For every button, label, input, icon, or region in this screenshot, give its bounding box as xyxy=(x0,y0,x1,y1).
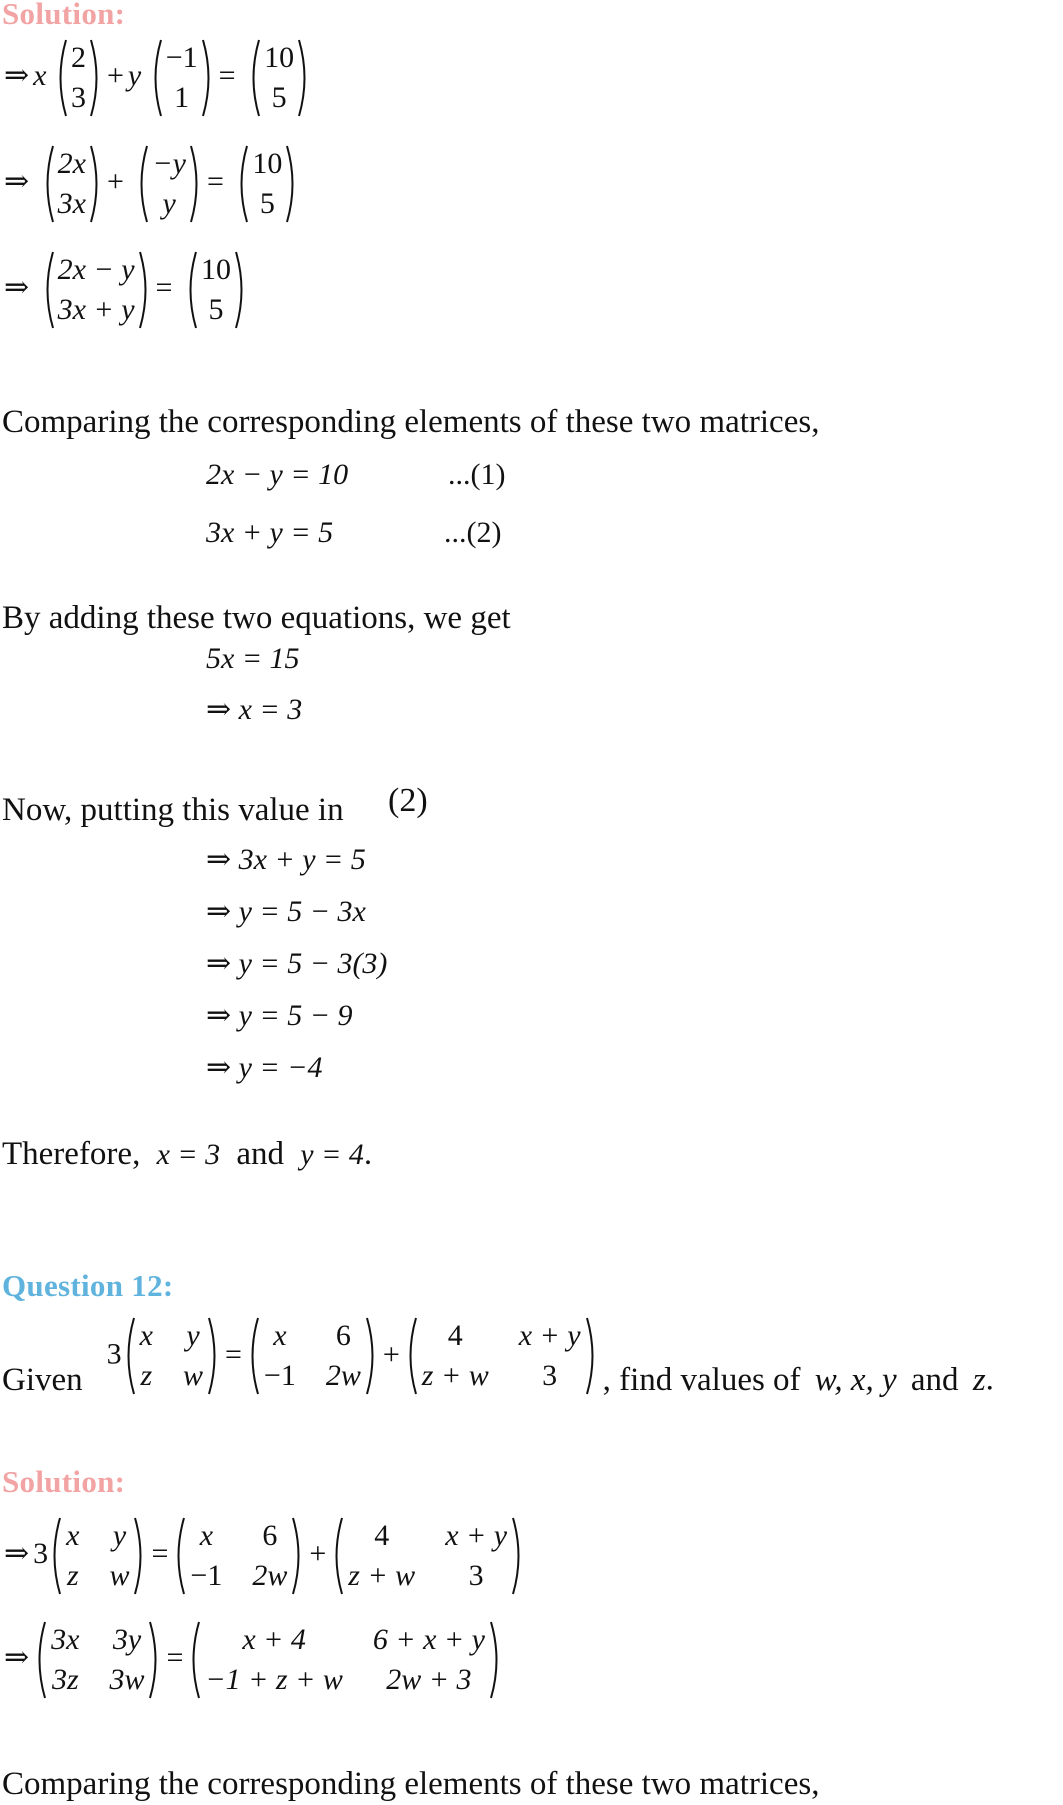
matrix-entry: 5 xyxy=(259,187,275,220)
question-suffix: , find values of xyxy=(602,1361,801,1398)
conclusion-prefix: Therefore, xyxy=(2,1136,141,1172)
implies-symbol: ⇒ xyxy=(4,58,30,92)
matrix-entry: 2 xyxy=(70,41,86,74)
implies-symbol: ⇒ xyxy=(4,1640,30,1674)
matrix-entry: 2w xyxy=(325,1359,361,1392)
matrix-entry: 4 xyxy=(374,1519,390,1552)
left-paren xyxy=(247,38,261,118)
x-value: x = 3 xyxy=(156,1138,221,1171)
column-matrix xyxy=(149,38,215,118)
matrix-entry: −1 xyxy=(263,1359,296,1392)
right-paren xyxy=(511,1516,525,1596)
left-paren xyxy=(187,1620,201,1700)
matrix-entry: 3w xyxy=(109,1663,145,1696)
left-paren xyxy=(404,1316,418,1396)
matrix-entry: 4 xyxy=(447,1319,463,1352)
matrix-entry: y xyxy=(112,1519,127,1552)
matrix-entry: z + w xyxy=(421,1359,489,1392)
matrix-entry: 3 xyxy=(542,1359,558,1392)
matrix-2x2 xyxy=(330,1516,525,1596)
right-paren xyxy=(148,1620,162,1700)
left-paren xyxy=(246,1316,260,1396)
right-paren xyxy=(365,1316,379,1396)
right-paren xyxy=(133,1516,147,1596)
substitution-line: ⇒ y = 5 − 3(3) xyxy=(206,947,388,980)
substitution-line: ⇒ 3x + y = 5 xyxy=(206,843,366,876)
and-word: and xyxy=(236,1136,285,1172)
column-matrix xyxy=(54,38,103,118)
y-value: y = 4 xyxy=(300,1138,364,1171)
matrix-entry: 2w xyxy=(252,1559,288,1592)
matrix-entry: 10 xyxy=(252,147,283,180)
matrix-equation-step-3 xyxy=(4,250,248,330)
left-paren xyxy=(54,38,68,118)
matrix-entry: x xyxy=(139,1319,153,1352)
left-paren xyxy=(235,144,249,224)
matrix-entry: x xyxy=(66,1519,80,1552)
right-paren xyxy=(234,250,248,330)
right-paren xyxy=(89,38,103,118)
matrix-equation-step-1 xyxy=(4,38,311,118)
right-paren xyxy=(189,144,203,224)
adding-text: By adding these two equations, we get xyxy=(2,600,511,636)
plus-sign: + xyxy=(106,58,124,92)
substitution-line: ⇒ y = 5 − 9 xyxy=(206,999,353,1032)
matrix-entry: x + y xyxy=(518,1319,581,1352)
matrix-entry: 2x xyxy=(57,147,86,180)
matrix-2x2 xyxy=(33,1620,162,1700)
right-paren xyxy=(138,250,152,330)
equals-sign: = xyxy=(225,1337,242,1371)
matrix-entry: −1 xyxy=(190,1559,223,1592)
matrix-2x2 xyxy=(172,1516,305,1596)
right-paren xyxy=(489,1620,503,1700)
left-paren xyxy=(330,1516,344,1596)
matrix-entry: 5 xyxy=(271,81,287,114)
matrix-entry: x + 4 xyxy=(242,1623,306,1656)
matrix-entry: 2x − y xyxy=(57,253,135,286)
matrix-entry: 1 xyxy=(174,81,190,114)
implies-symbol: ⇒ xyxy=(4,270,30,304)
coefficient: 3 xyxy=(106,1337,122,1371)
column-matrix xyxy=(184,250,248,330)
conclusion xyxy=(2,1136,372,1173)
equals-sign: = xyxy=(166,1640,184,1674)
matrix-entry: x + y xyxy=(445,1519,508,1552)
right-paren xyxy=(285,144,299,224)
equals-sign: = xyxy=(206,164,224,198)
left-paren xyxy=(149,38,163,118)
left-paren xyxy=(135,144,149,224)
solution-heading: Solution: xyxy=(2,0,126,31)
matrix-2x2 xyxy=(246,1316,379,1396)
matrix-2x2 xyxy=(404,1316,599,1396)
left-paren xyxy=(172,1516,186,1596)
matrix-entry: x xyxy=(273,1319,287,1352)
matrix-entry: 2w + 3 xyxy=(386,1663,472,1696)
right-paren xyxy=(207,1316,221,1396)
matrix-equation-step-2 xyxy=(4,1620,503,1700)
equation-2: 3x + y = 5 xyxy=(206,516,334,549)
matrix-equation-step-2 xyxy=(4,144,299,224)
right-paren xyxy=(585,1316,599,1396)
substitution-line: ⇒ y = 5 − 3x xyxy=(206,895,366,928)
matrix-entry: x xyxy=(199,1519,214,1552)
column-matrix xyxy=(235,144,299,224)
matrix-entry: 5 xyxy=(208,293,224,326)
variable-x: x xyxy=(33,58,47,92)
comparing-text: Comparing the corresponding elements of these two matrices, xyxy=(2,1766,820,1802)
matrix-entry: −1 + z + w xyxy=(205,1663,343,1696)
matrix-equation-step-1 xyxy=(4,1516,525,1596)
implies-symbol: ⇒ xyxy=(4,1536,30,1570)
matrix-entry: 10 xyxy=(200,253,231,286)
plus-sign: + xyxy=(106,164,124,198)
matrix-entry: z + w xyxy=(348,1559,416,1592)
plus-sign: + xyxy=(309,1536,327,1570)
right-paren xyxy=(291,1516,305,1596)
matrix-entry: w xyxy=(109,1559,130,1592)
left-paren xyxy=(33,1620,47,1700)
column-matrix xyxy=(135,144,203,224)
equation-2-tag: ...(2) xyxy=(444,516,502,549)
matrix-2x2 xyxy=(122,1316,221,1396)
plus-sign: + xyxy=(382,1337,400,1371)
derived-line: 5x = 15 xyxy=(206,642,300,675)
and-word: and xyxy=(910,1361,959,1398)
matrix-entry: 6 xyxy=(262,1519,278,1552)
period: . xyxy=(985,1361,994,1398)
equation-1-tag: ...(1) xyxy=(448,458,506,491)
variables-list: w, x, y xyxy=(814,1361,897,1398)
column-matrix xyxy=(41,144,103,224)
derived-line: ⇒ x = 3 xyxy=(206,693,303,726)
equation-1: 2x − y = 10 xyxy=(206,458,349,491)
coefficient: 3 xyxy=(33,1536,49,1570)
matrix-entry: y xyxy=(186,1319,200,1352)
putting-text: Now, putting this value in xyxy=(2,792,344,828)
comparing-text: Comparing the corresponding elements of these two matrices, xyxy=(2,404,820,440)
matrix-entry: z xyxy=(140,1359,153,1392)
matrix-entry: y xyxy=(162,187,176,220)
matrix-2x2 xyxy=(48,1516,147,1596)
period: . xyxy=(363,1136,373,1172)
right-paren xyxy=(89,144,103,224)
equals-sign: = xyxy=(155,270,173,304)
right-paren xyxy=(201,38,215,118)
matrix-entry: 6 + x + y xyxy=(372,1623,485,1656)
matrix-entry: 3z xyxy=(51,1663,79,1696)
right-paren xyxy=(297,38,311,118)
equals-sign: = xyxy=(151,1536,169,1570)
variable-z: z xyxy=(972,1361,986,1398)
left-paren xyxy=(184,250,198,330)
matrix-entry: 3x + y xyxy=(57,293,135,326)
matrix-entry: 3 xyxy=(70,81,86,114)
matrix-2x2 xyxy=(187,1620,503,1700)
matrix-entry: 3 xyxy=(468,1559,484,1592)
left-paren xyxy=(48,1516,62,1596)
matrix-entry: −1 xyxy=(165,41,198,74)
question-statement xyxy=(2,1316,994,1399)
left-paren xyxy=(122,1316,136,1396)
left-paren xyxy=(41,144,55,224)
equation-reference: (2) xyxy=(388,782,428,819)
matrix-entry: 3x xyxy=(51,1623,80,1656)
left-paren xyxy=(41,250,55,330)
variable-y: y xyxy=(127,58,142,92)
equals-sign: = xyxy=(218,58,236,92)
solution-heading: Solution: xyxy=(2,1464,126,1499)
matrix-entry: −y xyxy=(152,147,186,180)
question-heading: Question 12: xyxy=(2,1268,174,1303)
substitution-line: ⇒ y = −4 xyxy=(206,1051,323,1084)
matrix-entry: 6 xyxy=(335,1319,351,1352)
matrix-entry: 10 xyxy=(264,41,295,74)
matrix-entry: w xyxy=(182,1359,203,1392)
matrix-entry: 3x xyxy=(57,187,86,220)
matrix-entry: z xyxy=(66,1559,79,1592)
column-matrix xyxy=(41,250,152,330)
column-matrix xyxy=(247,38,311,118)
given-word: Given xyxy=(2,1361,83,1398)
implies-symbol: ⇒ xyxy=(4,164,30,198)
matrix-entry: 3y xyxy=(112,1623,142,1656)
